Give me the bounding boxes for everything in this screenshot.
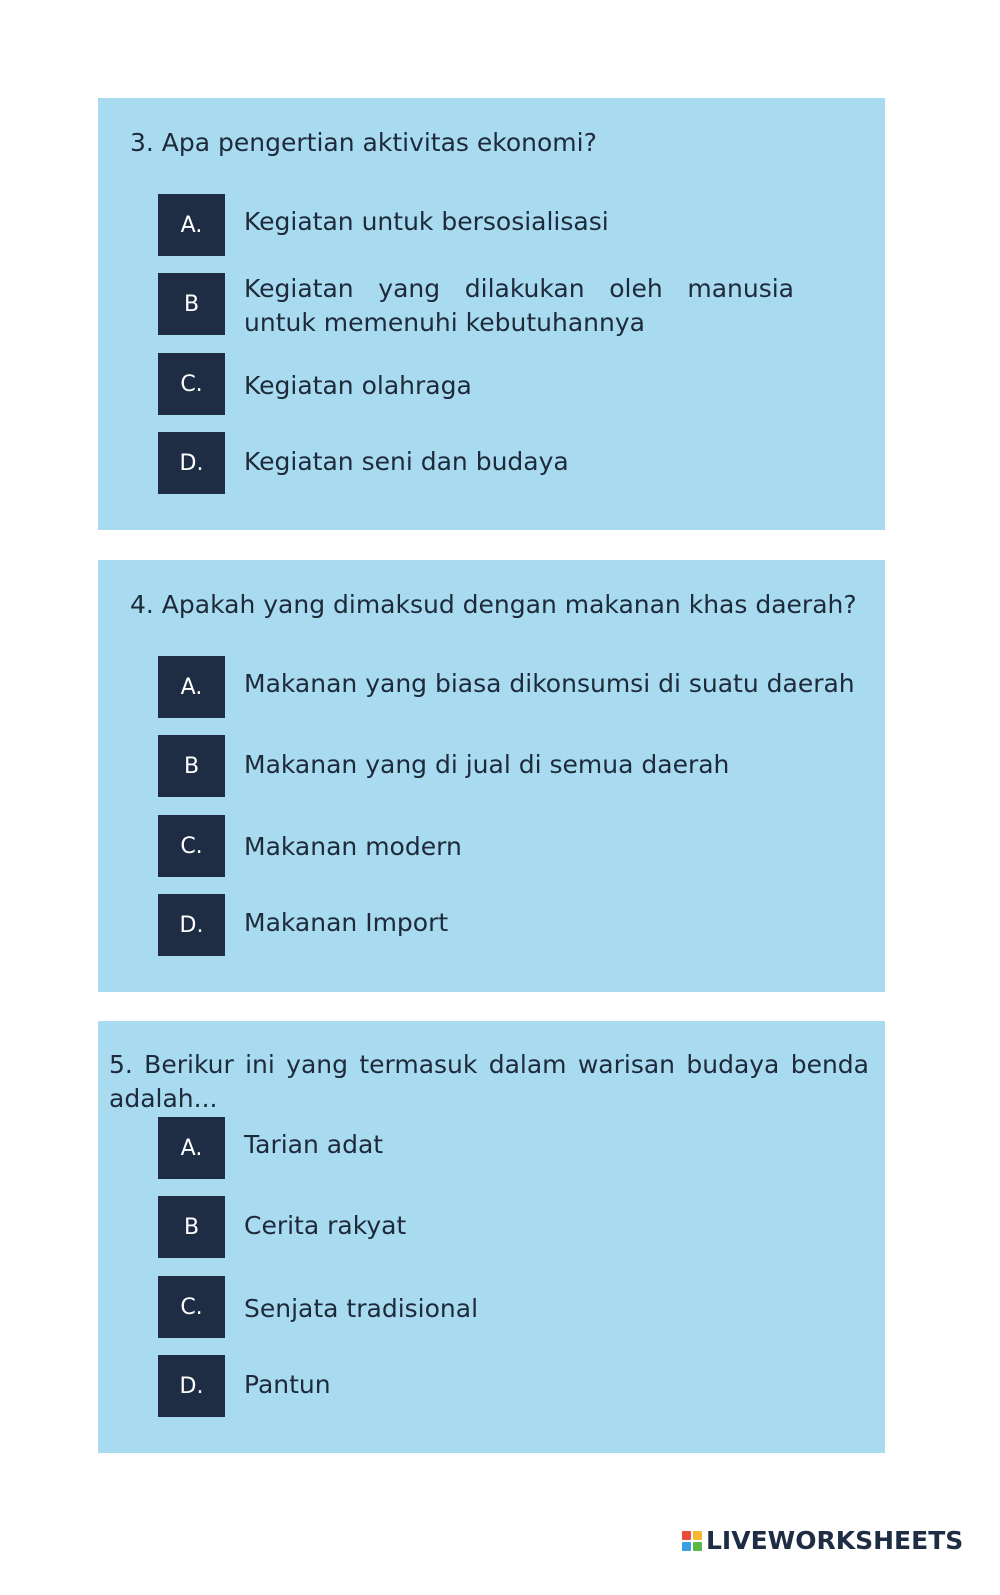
option-b-text[interactable]: Makanan yang di jual di semua daerah [244, 750, 730, 779]
option-a-text[interactable]: Tarian adat [244, 1130, 384, 1159]
option-b-button[interactable]: B [158, 735, 225, 797]
option-c-text[interactable]: Kegiatan olahraga [244, 371, 472, 400]
option-a-text[interactable]: Kegiatan untuk bersosialisasi [244, 207, 609, 236]
option-d-text[interactable]: Kegiatan seni dan budaya [244, 447, 569, 476]
logo-text: LIVEWORKSHEETS [706, 1526, 964, 1555]
option-a-button[interactable]: A. [158, 194, 225, 256]
option-b-text[interactable]: Cerita rakyat [244, 1211, 407, 1240]
option-d-text[interactable]: Makanan Import [244, 908, 449, 937]
option-c-button[interactable]: C. [158, 815, 225, 877]
option-d-button[interactable]: D. [158, 894, 225, 956]
question-panel-4 [98, 560, 885, 992]
option-c-button[interactable]: C. [158, 353, 225, 415]
question-prompt-3: 3. Apa pengertian aktivitas ekonomi? [130, 128, 597, 157]
question-panel-5 [98, 1021, 885, 1453]
option-d-button[interactable]: D. [158, 1355, 225, 1417]
option-a-button[interactable]: A. [158, 656, 225, 718]
option-b-text[interactable]: Kegiatan yang dilakukan oleh manusia untuk memenuhi kebutuhannya [244, 274, 794, 337]
option-c-button[interactable]: C. [158, 1276, 225, 1338]
option-b-button[interactable]: B [158, 1196, 225, 1258]
question-panel-3 [98, 98, 885, 530]
option-a-text[interactable]: Makanan yang biasa dikonsumsi di suatu daerah [244, 669, 855, 698]
liveworksheets-logo [682, 1526, 963, 1555]
option-d-button[interactable]: D. [158, 432, 225, 494]
option-c-text[interactable]: Senjata tradisional [244, 1294, 479, 1323]
question-prompt-4: 4. Apakah yang dimaksud dengan makanan khas daerah? [130, 590, 857, 619]
option-a-button[interactable]: A. [158, 1117, 225, 1179]
question-prompt-5: 5. Berikur ini yang termasuk dalam warisan budaya benda adalah... [109, 1050, 869, 1113]
option-b-button[interactable]: B [158, 273, 225, 335]
liveworksheets-logo-icon [682, 1531, 702, 1551]
option-c-text[interactable]: Makanan modern [244, 832, 462, 861]
option-d-text[interactable]: Pantun [244, 1370, 331, 1399]
